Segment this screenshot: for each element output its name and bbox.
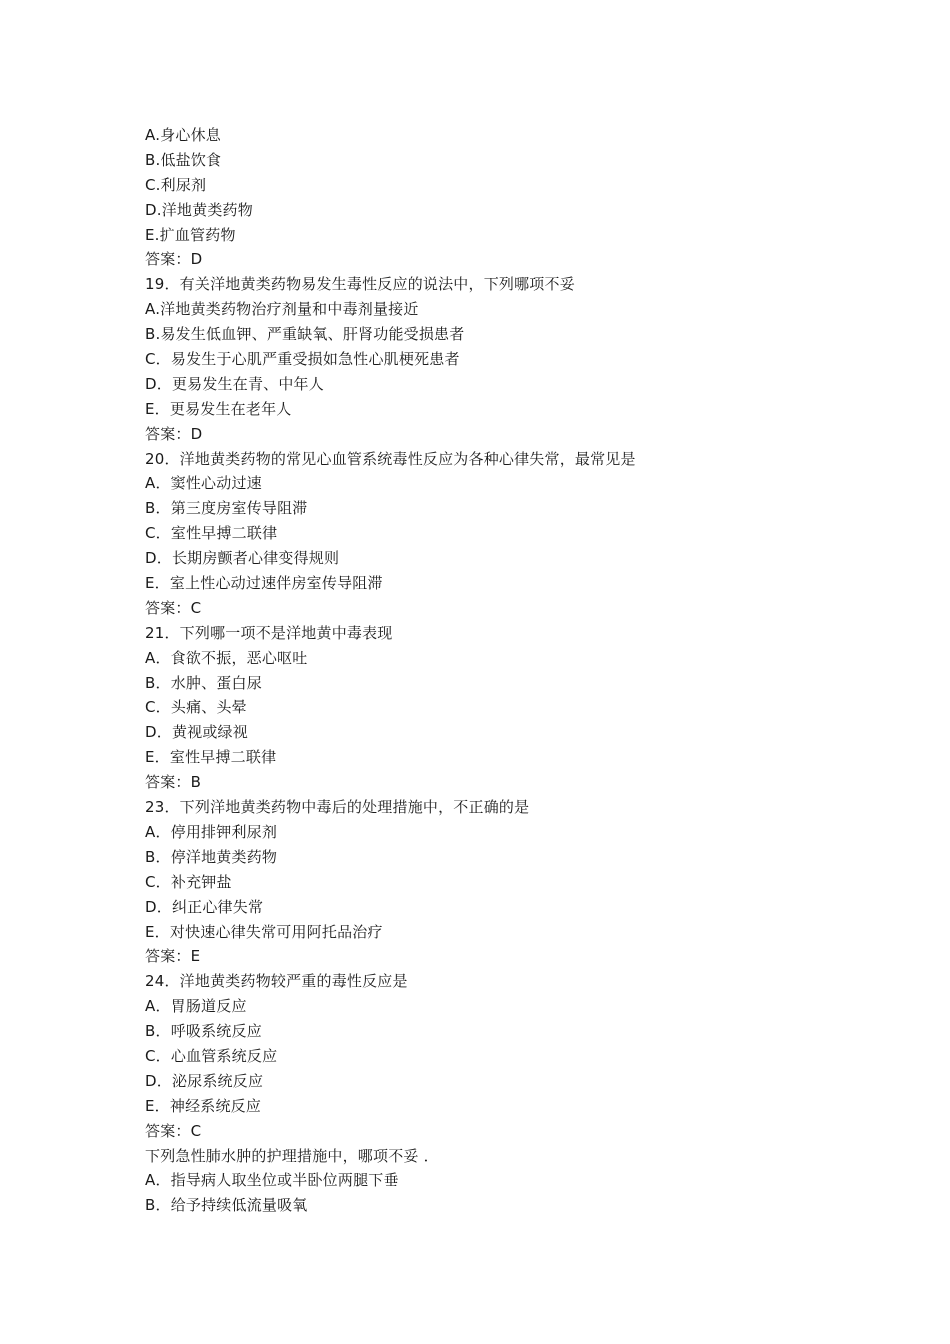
option-line: A.身心休息: [145, 126, 221, 144]
answer-line: 答案：C: [145, 1121, 202, 1140]
question-23: 23．下列洋地黄类药物中毒后的处理措施中，不正确的是: [145, 798, 530, 817]
option-line: D．长期房颤者心律变得规则: [145, 549, 340, 568]
answer-line: 答案：B: [145, 773, 202, 792]
question-21: 21．下列哪一项不是洋地黄中毒表现: [145, 623, 393, 642]
question-pulmonary-edema: 下列急性肺水肿的护理措施中，哪项不妥 ．: [145, 1146, 439, 1165]
question-19: 19．有关洋地黄类药物易发生毒性反应的说法中，下列哪项不妥: [145, 275, 575, 294]
question-24: 24．洋地黄类药物较严重的毒性反应是: [145, 972, 408, 991]
option-line: D．纠正心律失常: [145, 897, 264, 916]
option-line: A．窦性心动过速: [145, 474, 262, 493]
option-line: E．室上性心动过速伴房室传导阻滞: [145, 574, 383, 593]
option-line: C．心血管系统反应: [145, 1046, 278, 1065]
option-line: B．给予持续低流量吸氧: [145, 1196, 308, 1215]
option-line: D.洋地黄类药物: [145, 200, 253, 219]
option-line: B．水肿、蛋白尿: [145, 673, 262, 692]
option-line: C．补充钾盐: [145, 872, 232, 891]
option-line: D．黄视或绿视: [145, 723, 248, 742]
option-line: B．停洋地黄类药物: [145, 847, 278, 866]
answer-line: 答案：D: [145, 424, 203, 443]
option-line: B.易发生低血钾、严重缺氧、肝肾功能受损患者: [145, 325, 465, 344]
answer-line: 答案：C: [145, 598, 202, 617]
answer-line: 答案：E: [145, 947, 201, 966]
option-line: A．食欲不振，恶心呕吐: [145, 648, 308, 667]
option-line: E．更易发生在老年人: [145, 399, 292, 418]
question-20: 20．洋地黄类药物的常见心血管系统毒性反应为各种心律失常，最常见是: [145, 449, 636, 468]
option-line: C．头痛、头晕: [145, 698, 247, 717]
option-line: D．泌尿系统反应: [145, 1071, 264, 1090]
option-line: B.低盐饮食: [145, 150, 222, 169]
option-line: A．胃肠道反应: [145, 997, 247, 1016]
option-line: E．室性早搏二联律: [145, 748, 277, 767]
option-line: C．易发生于心肌严重受损如急性心肌梗死患者: [145, 350, 460, 369]
option-line: E.扩血管药物: [145, 225, 236, 244]
answer-line: 答案：D: [145, 250, 203, 269]
document-page: [145, 123, 865, 1218]
option-line: B．呼吸系统反应: [145, 1022, 262, 1041]
option-line: D．更易发生在青、中年人: [145, 374, 324, 393]
option-line: E．神经系统反应: [145, 1096, 262, 1115]
option-line: A．停用排钾利尿剂: [145, 822, 278, 841]
option-line: C.利尿剂: [145, 175, 207, 194]
option-line: A．指导病人取坐位或半卧位两腿下垂: [145, 1171, 399, 1190]
option-line: E．对快速心律失常可用阿托品治疗: [145, 922, 383, 941]
option-line: A.洋地黄类药物治疗剂量和中毒剂量接近: [145, 300, 419, 319]
option-line: C．室性早搏二联律: [145, 524, 278, 543]
option-line: B．第三度房室传导阻滞: [145, 499, 308, 518]
